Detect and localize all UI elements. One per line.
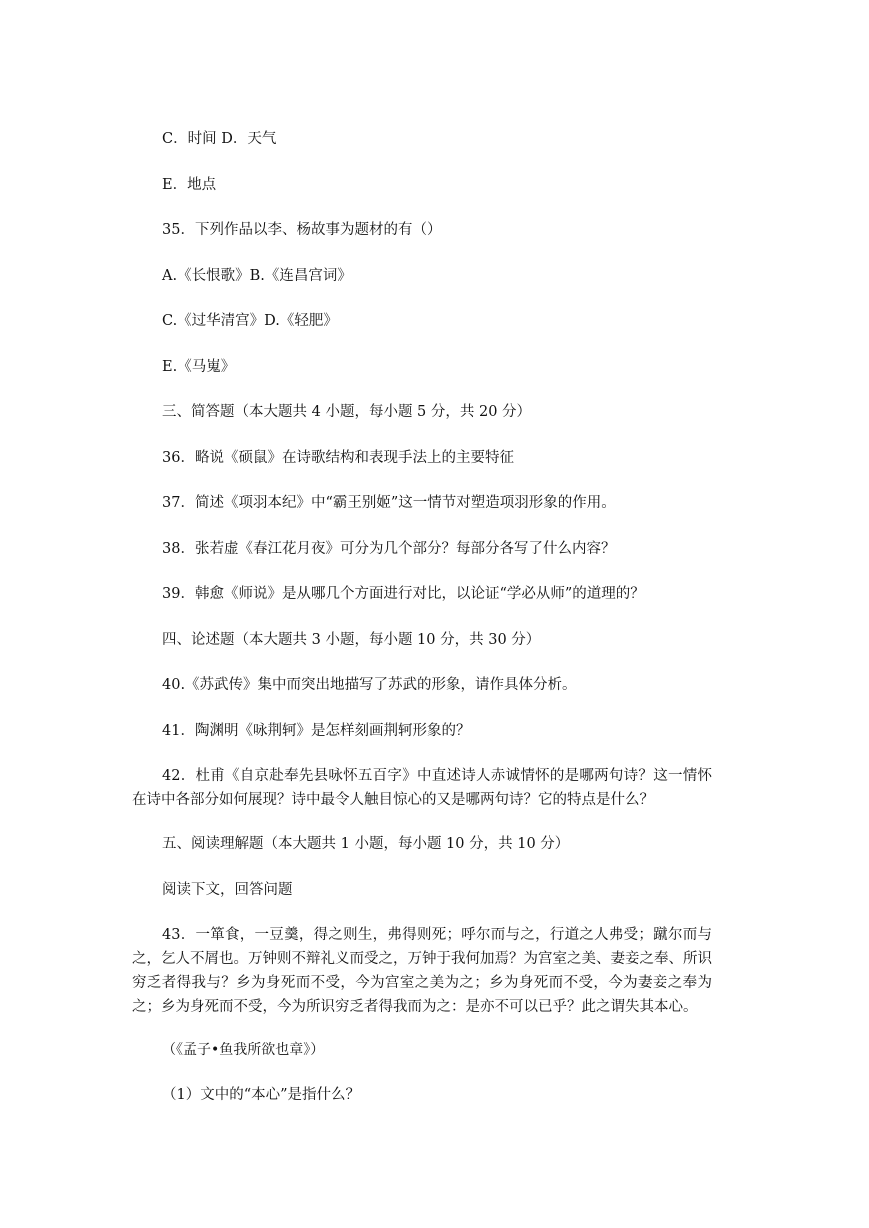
question-37: 37．简述《项羽本纪》中“霸王别姬”这一情节对塑造项羽形象的作用。 (162, 495, 616, 511)
question-35: 35．下列作品以李、杨故事为题材的有（） (162, 222, 442, 238)
question-42: 42．杜甫《自京赴奉先县咏怀五百字》中直述诗人赤诚情怀的是哪两句诗？这一情怀在诗中各部分如何展现？诗中最令人触目惊心的又是哪两句诗？它的特点是什么？ (132, 768, 712, 808)
section-3-heading: 三、简答题（本大题共 4 小题，每小题 5 分，共 20 分） (162, 404, 532, 420)
question-36: 36．略说《硕鼠》在诗歌结构和表现手法上的主要特征 (162, 450, 514, 466)
question-35-option-e: E.《马嵬》 (162, 359, 236, 375)
reading-instruction: 阅读下文，回答问题 (162, 882, 293, 898)
question-35-options-a-b: A.《长恨歌》B.《连昌宫词》 (162, 268, 352, 284)
question-41: 41．陶渊明《咏荆轲》是怎样刻画荆轲形象的？ (162, 723, 471, 739)
question-40: 40.《苏武传》集中而突出地描写了苏武的形象，请作具体分析。 (162, 677, 577, 693)
option-e-place: E．地点 (162, 177, 217, 193)
section-5-heading: 五、阅读理解题（本大题共 1 小题，每小题 10 分，共 10 分） (162, 836, 570, 852)
question-43-passage: 43．一箪食，一豆羹，得之则生，弗得则死；呼尔而与之，行道之人弗受；蹴尔而与之，乞人不屑也。万钟则不辩礼义而受之，万钟于我何加焉？为宫室之美、妻妾之奉、所识穷乏者得我与？乡为身死而不受，今为宫室之美为之；乡为身死而不受，今为妻妾之奉为之；乡为身死而不受，今为所识穷乏者得我而为之：是亦不可以已乎？此之谓失其本心。 (132, 927, 712, 1015)
option-c-d-time-weather: C．时间 D．天气 (162, 131, 277, 147)
passage-citation: （《孟子•鱼我所欲也章》） (162, 1042, 325, 1058)
question-35-options-c-d: C.《过华清宫》D.《轻肥》 (162, 313, 338, 329)
question-39: 39．韩愈《师说》是从哪几个方面进行对比，以论证“学必从师”的道理的？ (162, 586, 645, 602)
question-43-sub-1: （1）文中的“本心”是指什么？ (162, 1087, 361, 1103)
question-38: 38．张若虚《春江花月夜》可分为几个部分？每部分各写了什么内容？ (162, 541, 616, 557)
section-4-heading: 四、论述题（本大题共 3 小题，每小题 10 分，共 30 分） (162, 632, 541, 648)
